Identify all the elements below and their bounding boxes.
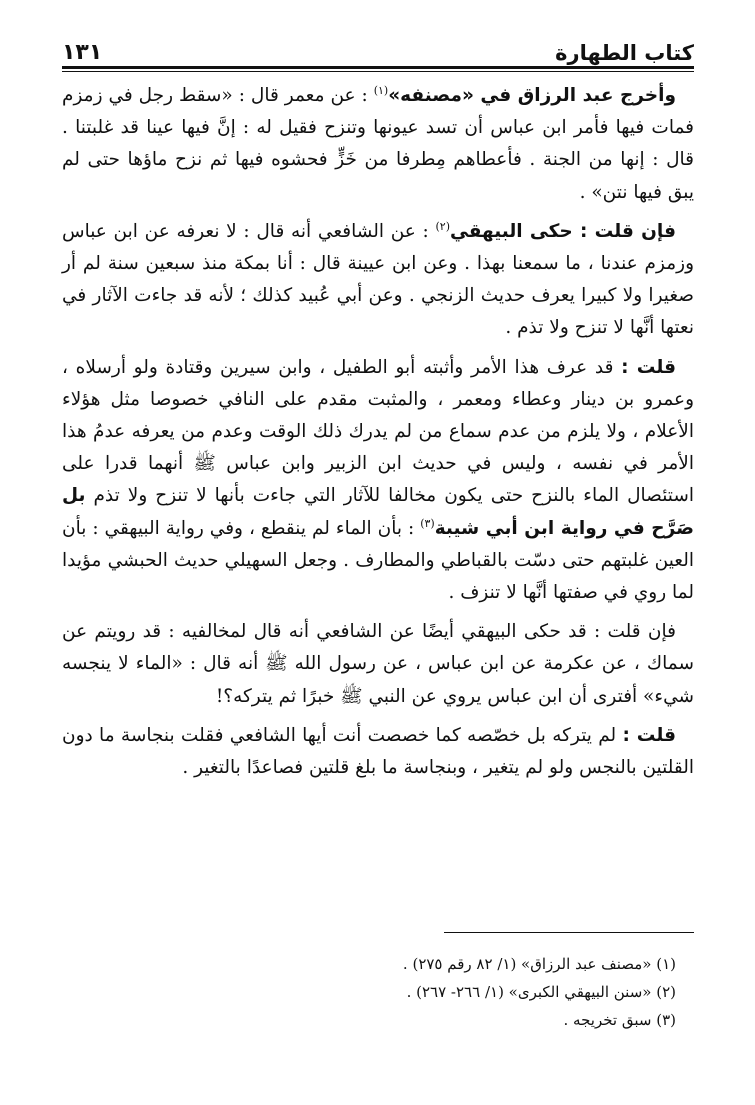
footnote-2: (٢) «سنن البيهقي الكبرى» (١/ ٢٦٦- ٢٦٧) . [406, 983, 676, 1001]
running-header [62, 28, 694, 64]
footnote-ref-3: (٣) [420, 516, 435, 530]
paragraph-5-lead: قلت : [622, 724, 676, 746]
footnote-separator [444, 932, 694, 933]
header-rule [62, 66, 694, 72]
footnotes [62, 950, 694, 1034]
footnote-ref-2: (٢) [435, 219, 450, 233]
main-text [62, 80, 694, 791]
paragraph-2 [62, 216, 694, 345]
paragraph-3 [62, 352, 694, 610]
paragraph-4-text: فإن قلت : قد حكى البيهقي أيضًا عن الشافعي أنه قال لمخالفيه : قد رويتم عن سماك ، عن عكرمة عن ابن عباس ، عن رسول الله ﷺ أنه قال : «الماء لا ينجسه شيء» أفترى أن ابن عباس يروي عن النبي ﷺ خبرًا ثم يتركه؟! [62, 621, 694, 707]
paragraph-1-lead: وأخرج عبد الرزاق في «مصنفه» [388, 85, 676, 106]
paragraph-1-text: : عن معمر قال : «سقط رجل في زمزم فمات فيها فأمر ابن عباس أن تسد عيونها وتنزح فقيل له : إنَّ فيها عينا قد غلبتنا . قال : إنها من الجنة . فأعطاهم مِطرفا من خَزٍّ فحشوه فيها ثم نزح ماؤها حتى لم يبق فيها نتن» . [62, 85, 694, 203]
book-page [62, 0, 694, 1105]
paragraph-2-lead: فإن قلت : حكى البيهقي [449, 220, 676, 242]
paragraph-3-bold-phrase: بل صَرَّح في رواية ابن أبي شيبة [62, 485, 694, 539]
paragraph-2-text: : عن الشافعي أنه قال : لا نعرفه عن ابن عباس وزمزم عندنا ، ما سمعنا بهذا . وعن ابن عيينة قال : أنا بمكة منذ سبعين سنة لم أر صغيرا ولا كبيرا يعرف حديث الزنجي . وعن أبي عُبيد كذلك ؛ لأنه قد جاءت الآثار في نعتها أنَّها لا تنزح ولا تذم . [62, 220, 694, 339]
paragraph-3-tail: : بأن الماء لم ينقطع ، وفي رواية البيهقي : بأن العين غلبتهم حتى دسّت بالقباطي والمطارف . وجعل السهيلي حديث الحبشي مؤيدا لما روي في صفتها أنَّها لا تنزف . [62, 517, 694, 604]
footnote-ref-1: (١) [373, 83, 389, 97]
paragraph-1 [62, 80, 694, 209]
paragraph-4 [62, 616, 694, 713]
paragraph-3-lead: قلت : [621, 356, 676, 378]
page-number: ١٣١ [62, 40, 103, 65]
footnote-3: (٣) سبق تخريجه . [563, 1011, 676, 1029]
paragraph-5-text: لم يتركه بل خصّصه كما خصصت أنت أيها الشافعي فقلت بنجاسة ما دون القلتين بالنجس ولو لم يتغير ، وبنجاسة ما بلغ قلتين فصاعدًا بالتغير . [62, 724, 694, 779]
paragraph-5 [62, 720, 694, 784]
footnote-1: (١) «مصنف عبد الرزاق» (١/ ٨٢ رقم ٢٧٥) . [402, 955, 676, 973]
chapter-title: كتاب الطهارة [555, 41, 694, 65]
paragraph-3-text: قد عرف هذا الأمر وأثبته أبو الطفيل ، وابن سيرين وقتادة ولو أرسلاه ، وعمرو بن دينار وعطاء ومعمر ، والمثبت مقدم على النافي خصوصا مثل هؤلاء الأعلام ، ولا يلزم من عدم سماع من لم يدرك ذلك الوقت وعدم من يعرفه عدمُ هذا الأمر في نفسه ، وليس في حديث ابن الزبير وابن عباس ﷺ أنهما قدرا على استئصال الماء بالنزح حتى يكون مخالفا للآثار التي جاءت بأنها لا تنزح ولا تذم [62, 356, 694, 507]
